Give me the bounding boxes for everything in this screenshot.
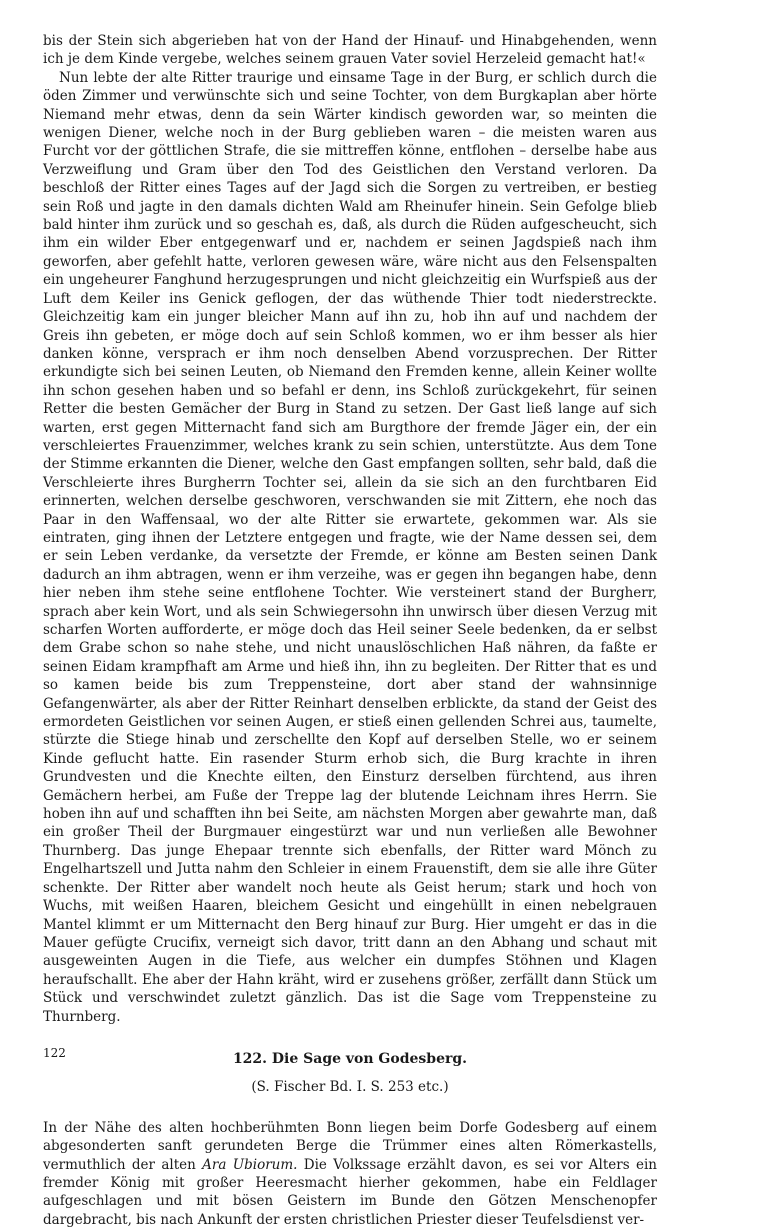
section-heading: 122. Die Sage von Godesberg.: [232, 1050, 468, 1067]
paragraph-godesberg-text-b: Die Volkssage erzählt davon, es sei vor Alters ein fremder König mit großer Heeresmacht hierher gekommen, habe ein Feldlager aufgeschlagen und mit bösen Geistern im Bunde den Götzen Menschenopfer dargebracht, bis nach Ankunft der ersten christlichen Priester dieser Teufelsdienst ver-: [43, 1156, 657, 1228]
paragraph-godesberg: [43, 1119, 657, 1229]
section-source: (S. Fischer Bd. I. S. 253 etc.): [251, 1079, 449, 1096]
page-number: 122: [43, 1046, 66, 1060]
page-body: [43, 32, 657, 1229]
paragraph-continuation: bis der Stein sich abgerieben hat von der Hand der Hinauf- und Hinabgehenden, wenn ich je dem Kinde vergebe, welches seinem grauen Vater soviel Herzeleid gemacht hat!«: [43, 33, 657, 68]
paragraph-main-story: Nun lebte der alte Ritter traurige und einsame Tage in der Burg, er schlich durch die öden Zimmer und verwünschte sich und seine Tochter, von dem Burgkaplan aber hörte Niemand mehr etwas, denn da sein Wärter kindisch geworden war, so meinten die wenigen Diener, welche noch in der Burg geblieben waren – die meisten waren aus Furcht vor der göttlichen Strafe, die sie mittreffen könne, entflohen – derselbe habe aus Verzweiflung und Gram über den Tod des Geistlichen den Verstand verloren. Da beschloß der Ritter eines Tages auf der Jagd sich die Sorgen zu vertreiben, er bestieg sein Roß und jagte in den damals dichten Wald am Rheinufer hinein. Sein Gefolge blieb bald hinter ihm zurück und so geschah es, daß, als durch die Rüden aufgescheucht, sich ihm ein wilder Eber entgegenwarf und er, nachdem er seinen Jagdspieß nach ihm geworfen, aber gefehlt hatte, verloren gewesen wäre, wäre nicht aus den Felsenspalten ein ungeheurer Fanghund herzugesprungen und nicht gleichzeitig ein Wurfspieß aus der Luft dem Keiler ins Genick geflogen, der das wüthende Thier todt niederstreckte. Gleichzeitig kam ein junger bleicher Mann auf ihn zu, hob ihn auf und nachdem der Greis ihn gebeten, er möge doch auf sein Schloß kommen, wo er ihm besser als hier danken könne, versprach er ihm noch denselben Abend vorzusprechen. Der Ritter erkundigte sich bei seinen Leuten, ob Niemand den Fremden kenne, allein Keiner wollte ihn schon gesehen haben und so befahl er denn, ins Schloß zurückgekehrt, für seinen Retter die besten Gemächer der Burg in Stand zu setzen. Der Gast ließ lange auf sich warten, erst gegen Mitternacht fand sich am Burgthore der fremde Jäger ein, der ein verschleiertes Frauenzimmer, welches krank zu sein schien, unterstützte. Aus dem Tone der Stimme erkannten die Diener, welche den Gast empfangen sollten, sehr bald, daß die Verschleierte ihres Burgherrn Tochter sei, allein da sie sich an den furchtbaren Eid erinnerten, welchen derselbe geschworen, verschwanden sie mit Zittern, ehe noch das Paar in den Waffensaal, wo der alte Ritter sie erwartete, gekommen war. Als sie eintraten, ging ihnen der Letztere entgegen und fragte, wie der Name dessen sei, dem er sein Leben verdanke, da versetzte der Fremde, er könne am Besten seinen Dank dadurch an ihm abtragen, wenn er ihm verzeihe, was er gegen ihn begangen habe, denn hier neben ihm stehe seine entflohene Tochter. Wie versteinert stand der Burgherr, sprach aber kein Wort, und als sein Schwiegersohn ihn unwirsch über diesen Verzug mit scharfen Worten aufforderte, er möge doch das Heil seiner Seele bedenken, da er selbst dem Grabe schon so nahe stehe, und nicht unauslöschlichen Haß nähren, da faßte er seinen Eidam krampfhaft am Arme und hieß ihn, ihn zu begleiten. Der Ritter that es und so kamen beide bis zum Treppensteine, dort aber stand der wahnsinnige Gefangenwärter, als aber der Ritter Reinhart denselben erblickte, da stand der Geist des ermordeten Geistlichen vor seinen Augen, er stieß einen gellenden Schrei aus, taumelte, stürzte die Stiege hinab und zerschellte den Kopf auf derselben Stelle, wo er seinem Kinde geflucht hatte. Ein rasender Sturm erhob sich, die Burg krachte in ihren Grundvesten und die Knechte eilten, den Einsturz derselben fürchtend, aus ihren Gemächern herbei, am Fuße der Treppe lag der blutende Leichnam ihres Herrn. Sie hoben ihn auf und schafften ihn bei Seite, am nächsten Morgen aber gewahrte man, daß ein großer Theil der Burgmauer eingestürzt war und nun verließen alle Bewohner Thurnberg. Das junge Ehepaar trennte sich ebenfalls, der Ritter ward Mönch zu Engelhartszell und Jutta nahm den Schleier in einem Frauenstift, dem sie alle ihre Güter schenkte. Der Ritter aber wandelt noch heute als Geist herum; stark und hoch von Wuchs, mit weißen Haaren, bleichem Gesicht und eingehüllt in einen nebelgrauen Mantel klimmt er um Mitternacht den Berg hinauf zur Burg. Hier umgeht er das in die Mauer gefügte Crucifix, verneigt sich davor, tritt dann an den Abhang und schaut mit ausgeweinten Augen in die Tiefe, aus welcher ein dumpfes Stöhnen und Klagen heraufschallt. Ehe aber der Hahn kräht, wird er zusehens größer, zerfällt dann Stück um Stück und verschwindet zuletzt gänzlich. Das ist die Sage vom Treppensteine zu Thurnberg.: [43, 69, 657, 1025]
paragraph-godesberg-italic: Ara Ubiorum.: [202, 1156, 298, 1173]
paragraph-godesberg-text-a: In der Nähe des alten hochberühmten Bonn liegen beim Dorfe Godesberg auf einem abgesonderten sanft gerundeten Berge die Trümmer eines alten Römerkastells, vermuthlich der alten: [43, 1119, 657, 1173]
